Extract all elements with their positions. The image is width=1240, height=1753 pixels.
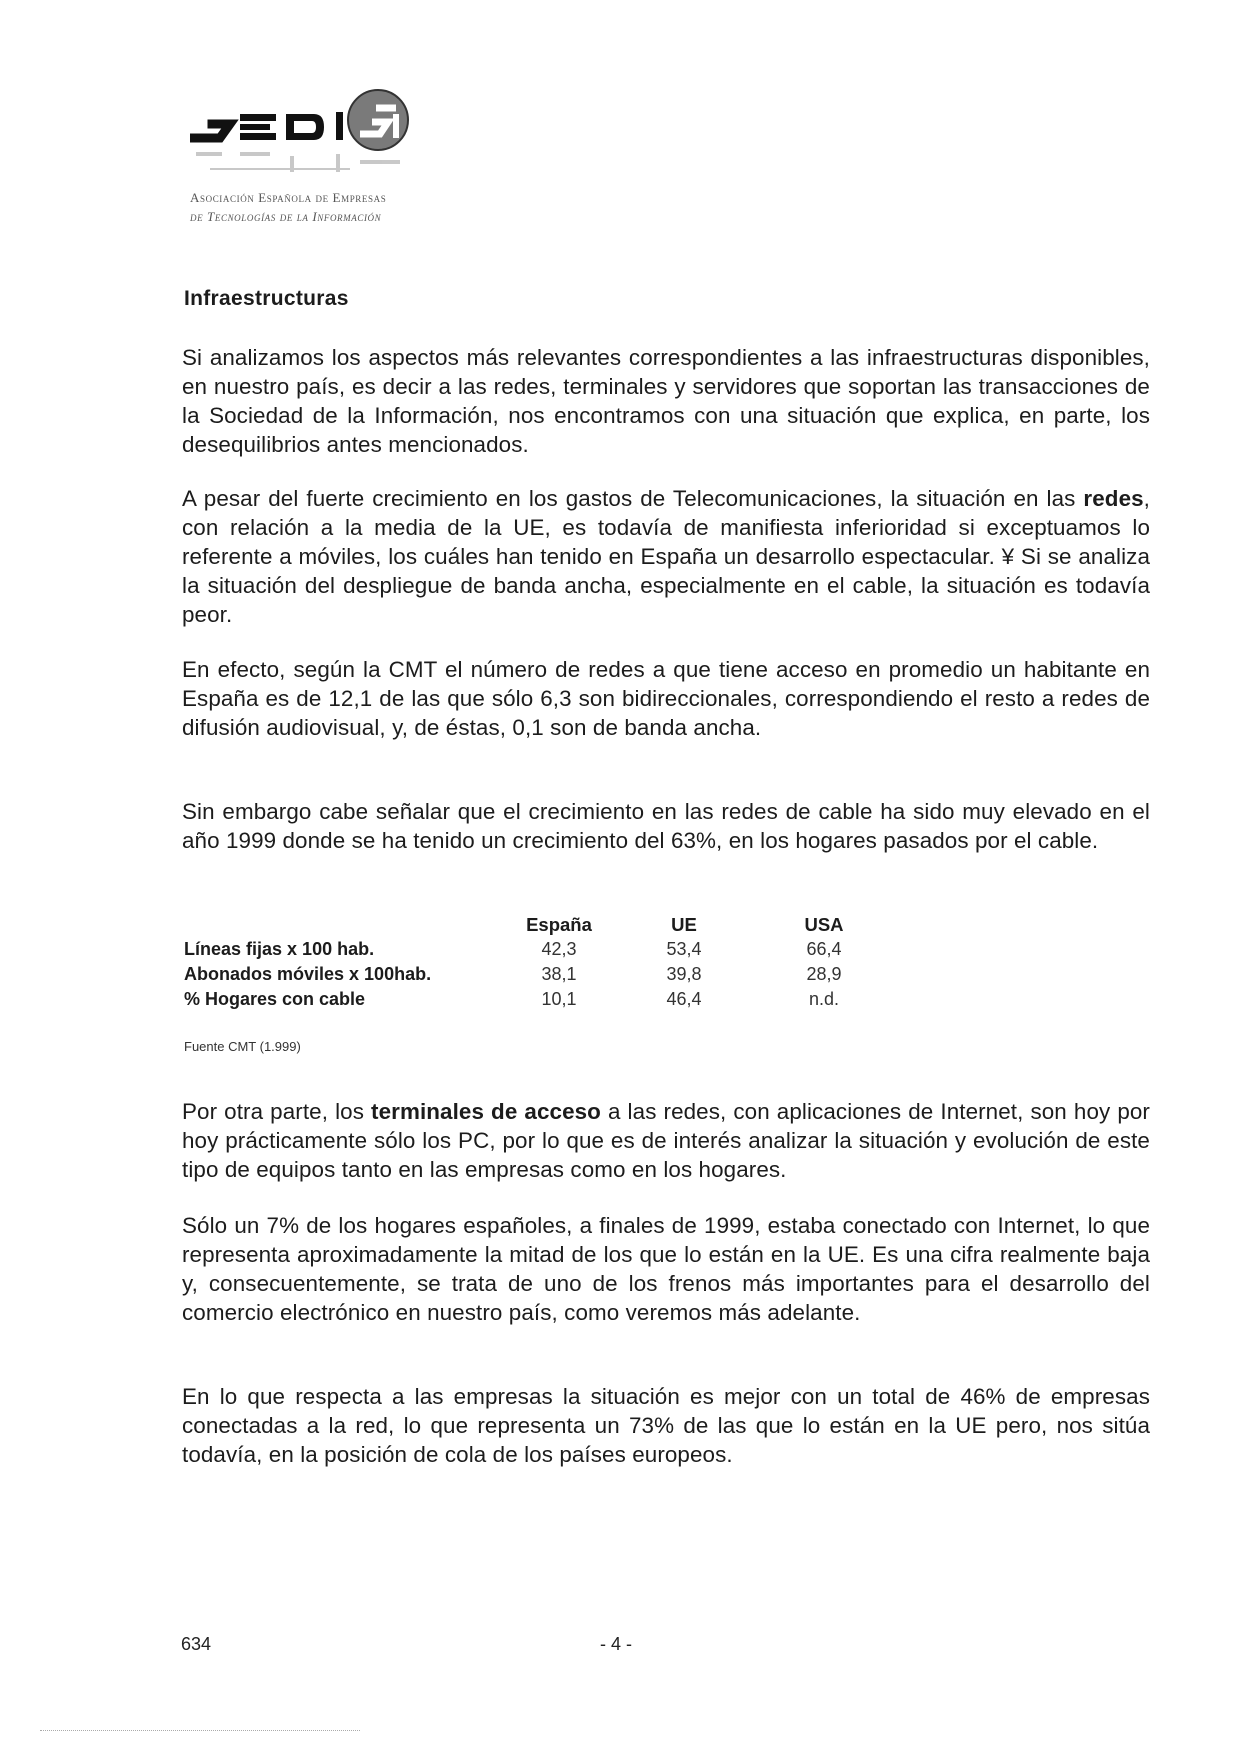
cell-lineas-usa: 66,4	[806, 939, 842, 959]
logo-org-line-1: Asociación Española de Empresas	[190, 190, 387, 205]
paragraph-2-start: A pesar del fuerte crecimiento en los gastos de Telecomunicaciones, la situación en las	[182, 486, 1084, 511]
paragraph-2-bold-redes: redes	[1083, 486, 1144, 511]
paragraph-7: En lo que respecta a las empresas la situación es mejor con un total de 46% de empresas conectadas a la red, lo que representa un 73% de las que lo están en la UE pero, nos sitúa todavía, en la posición de cola de los países europeos.	[182, 1384, 1150, 1467]
row-label-lineas-fijas: Líneas fijas x 100 hab.	[184, 939, 375, 959]
sedisi-logo-mark	[190, 82, 480, 202]
row-label-hogares-cable: % Hogares con cable	[184, 989, 366, 1009]
table-row	[184, 962, 894, 987]
paragraph-5-end: a las redes, con aplicaciones de Internet, son hoy por hoy prácticamente sólo los PC, por lo que es de interés analizar la situación y evolución de este tipo de equipos tanto en las empresas como en los hogares.	[182, 1099, 1150, 1182]
paragraph-4: Sin embargo cabe señalar que el crecimiento en las redes de cable ha sido muy elevado en el año 1999 donde se ha tenido un crecimiento del 63%, en los hogares pasados por el cable.	[182, 799, 1150, 853]
cell-moviles-ue: 39,8	[666, 964, 702, 984]
table-header-empty	[184, 912, 504, 937]
scan-artifact-line	[40, 1730, 360, 1731]
paragraph-5-start: Por otra parte, los	[182, 1099, 372, 1124]
paragraph-5	[182, 1097, 1150, 1184]
cell-moviles-usa: 28,9	[806, 964, 842, 984]
table-row	[184, 987, 894, 1012]
paragraph-1: Si analizamos los aspectos más relevantes correspondientes a las infraestructuras disponibles, en nuestro país, es decir a las redes, terminales y servidores que soportan las transacciones de la Sociedad de la Información, nos encontramos con una situación que explica, en parte, los desequilibrios antes mencionados.	[182, 345, 1150, 457]
paragraph-6: Sólo un 7% de los hogares españoles, a finales de 1999, estaba conectado con Internet, lo que representa aproximadamente la mitad de los que lo están en la UE. Es una cifra realmente baja y, consecuentemente, se trata de uno de los frenos más importantes para el desarrollo del comercio electrónico en nuestro país, como veremos más adelante.	[182, 1213, 1150, 1325]
cell-cable-espana: 10,1	[541, 989, 577, 1009]
table-row	[184, 937, 894, 962]
document-code: 634	[181, 1634, 212, 1654]
infrastructure-table	[184, 912, 894, 1012]
cell-lineas-espana: 42,3	[541, 939, 577, 959]
table-header-usa: USA	[804, 914, 844, 935]
cell-cable-usa: n.d.	[808, 989, 840, 1009]
table-header-espana: España	[526, 914, 592, 935]
section-title: Infraestructuras	[184, 287, 349, 310]
paragraph-3: En efecto, según la CMT el número de redes a que tiene acceso en promedio un habitante en España es de 12,1 de las que sólo 6,3 son bidireccionales, correspondiendo el resto a redes de difusión audiovisual, y, de éstas, 0,1 son de banda ancha.	[182, 657, 1150, 740]
table-header-row	[184, 912, 894, 937]
cell-cable-ue: 46,4	[666, 989, 702, 1009]
logo-org-line-2: de Tecnologías de la Información	[190, 209, 382, 224]
paragraph-2-end: , con relación a la media de la UE, es todavía de manifiesta inferioridad si exceptuamos lo referente a móviles, los cuáles han tenido en España un desarrollo espectacular. ¥ Si se analiza la situación del despliegue de banda ancha, especialmente en el cable, la situación es todavía peor.	[182, 486, 1150, 627]
cell-lineas-ue: 53,4	[666, 939, 702, 959]
page-number: - 4 -	[600, 1634, 633, 1654]
paragraph-2	[182, 484, 1150, 629]
sedisi-logo	[190, 82, 480, 262]
table-header-ue: UE	[671, 914, 697, 935]
table-source: Fuente CMT (1.999)	[184, 1039, 301, 1054]
paragraph-5-bold-terminales: terminales de acceso	[371, 1099, 601, 1124]
cell-moviles-espana: 38,1	[541, 964, 577, 984]
row-label-abonados-moviles: Abonados móviles x 100hab.	[184, 964, 432, 984]
